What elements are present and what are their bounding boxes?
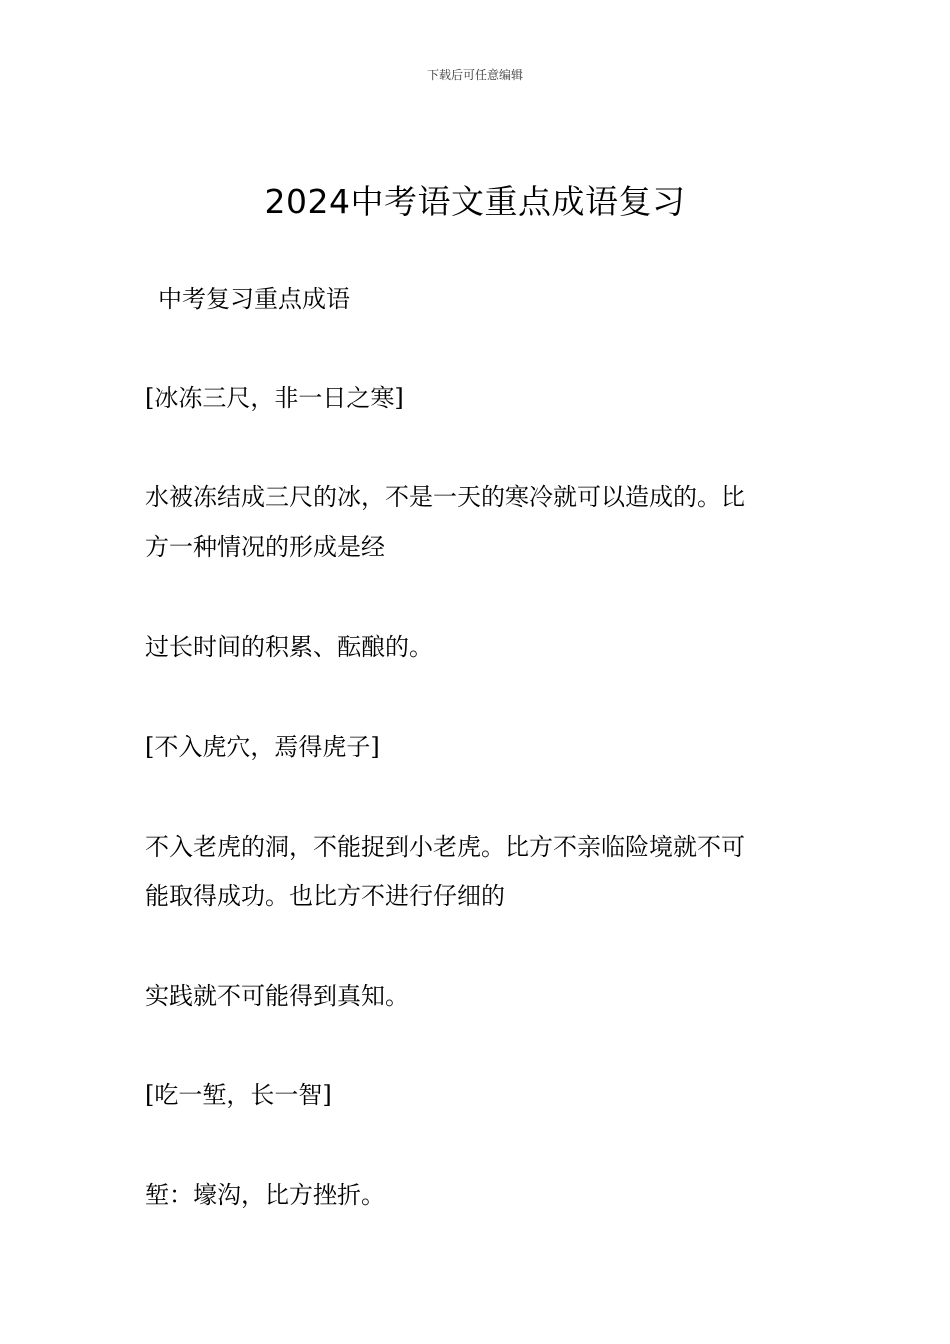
section-subtitle: 中考复习重点成语 <box>158 285 350 313</box>
idiom-explanation-line: 堑：壕沟，比方挫折。 <box>145 1181 385 1209</box>
idiom-explanation-line: 实践就不可能得到真知。 <box>145 982 409 1010</box>
idiom-explanation-line: 能取得成功。也比方不进行仔细的 <box>145 882 505 910</box>
idiom-heading: [吃一堑，长一智] <box>145 1081 332 1109</box>
idiom-explanation-line: 方一种情况的形成是经 <box>145 533 385 561</box>
idiom-explanation-line: 过长时间的积累、酝酿的。 <box>145 633 433 661</box>
idiom-heading: [不入虎穴，焉得虎子] <box>145 733 380 761</box>
idiom-heading: [冰冻三尺，非一日之寒] <box>145 384 404 412</box>
idiom-explanation-line: 不入老虎的洞，不能捉到小老虎。比方不亲临险境就不可 <box>145 833 745 861</box>
idiom-explanation-line: 水被冻结成三尺的冰，不是一天的寒冷就可以造成的。比 <box>145 483 745 511</box>
document-title: 2024中考语文重点成语复习 <box>264 182 686 221</box>
header-note: 下载后可任意编辑 <box>426 68 523 82</box>
